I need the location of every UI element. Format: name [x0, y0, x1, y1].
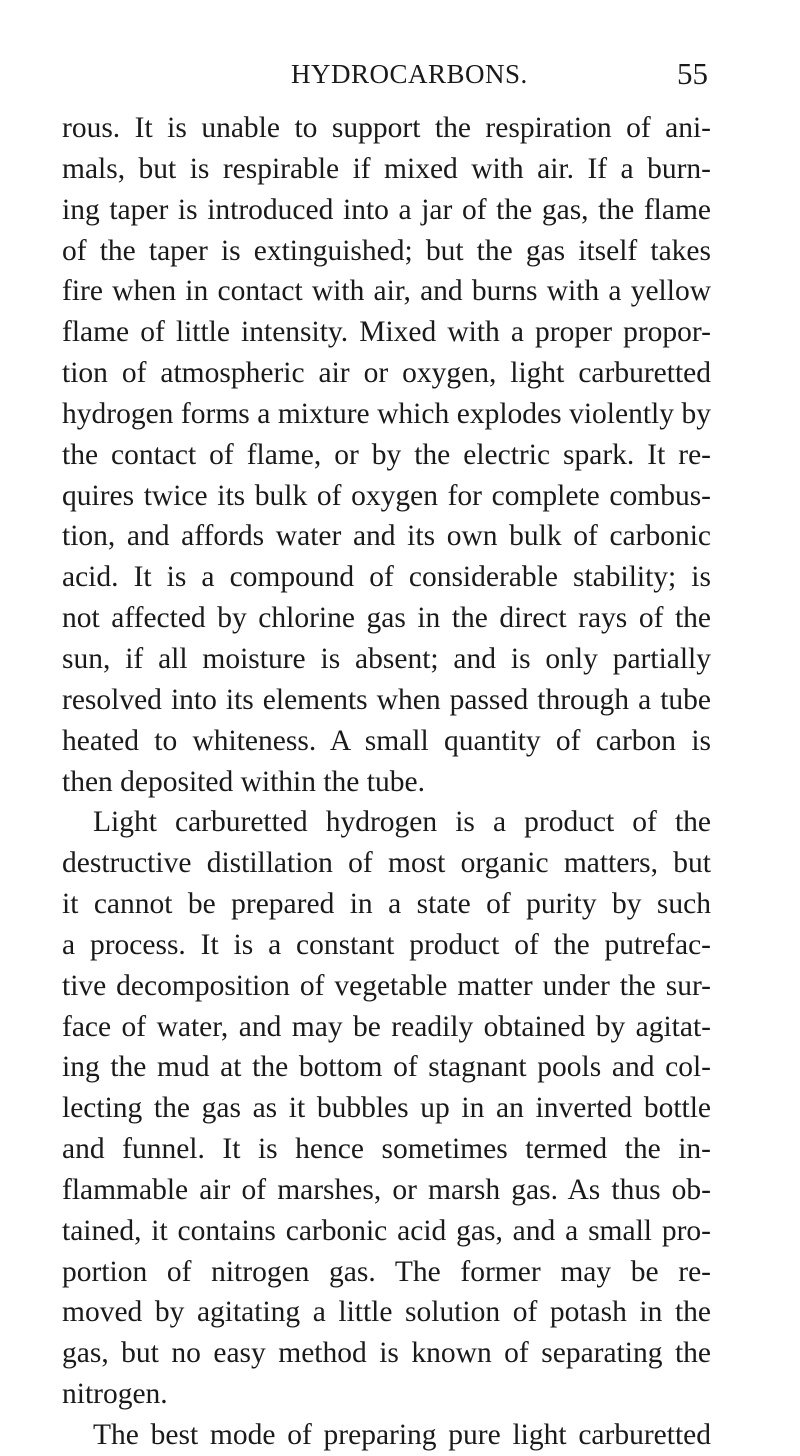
text-line: lecting the gas as it bubbles up in an inverted bottle [62, 1092, 711, 1125]
text-line: tion of atmospheric air or oxygen, light carburetted [62, 357, 711, 390]
text-line: resolved into its elements when passed through a tube [62, 683, 711, 716]
text-line: heated to whiteness. A small quantity of carbon is [62, 724, 711, 757]
text-line: tive decomposition of vegetable matter under the sur- [62, 969, 711, 1002]
text-line: ing taper is introduced into a jar of the gas, the flame [62, 193, 711, 226]
text-line: then deposited within the tube. [62, 765, 425, 798]
running-title: HYDROCARBONS. [291, 59, 528, 89]
text-line: and funnel. It is hence sometimes termed the in- [62, 1133, 711, 1166]
text-line: gas, but no easy method is known of separating the [62, 1337, 711, 1370]
text-line: Light carburetted hydrogen is a product of the [93, 806, 711, 839]
text-line: fire when in contact with air, and burns with a yellow [62, 275, 711, 308]
text-line: portion of nitrogen gas. The former may be re- [62, 1255, 711, 1288]
text-line: The best mode of preparing pure light carburetted [93, 1419, 711, 1451]
text-line: sun, if all moisture is absent; and is only partially [62, 642, 711, 675]
text-line: it cannot be prepared in a state of purity by such [62, 888, 711, 921]
text-line: not affected by chlorine gas in the direct rays of the [62, 602, 711, 635]
text-line: of the taper is extinguished; but the gas itself takes [62, 234, 711, 267]
text-line: tion, and affords water and its own bulk of carbonic [62, 520, 711, 553]
text-line: the contact of flame, or by the electric spark. It re- [62, 438, 711, 471]
body-text [62, 108, 711, 1456]
text-line: tained, it contains carbonic acid gas, and a small pro- [62, 1214, 711, 1247]
text-line: quires twice its bulk of oxygen for complete combus- [62, 479, 711, 512]
text-line: flame of little intensity. Mixed with a proper propor- [62, 316, 711, 349]
text-line: nitrogen. [62, 1378, 168, 1411]
text-line: flammable air of marshes, or marsh gas. As thus ob- [62, 1173, 711, 1206]
running-head [0, 54, 800, 94]
text-line: hydrogen forms a mixture which explodes violently by [62, 397, 711, 430]
text-line: ing the mud at the bottom of stagnant pools and col- [62, 1051, 711, 1084]
text-line: a process. It is a constant product of the putrefac- [62, 928, 711, 961]
text-line: destructive distillation of most organic matters, but [62, 847, 711, 880]
page-number: 55 [677, 56, 708, 91]
text-line: moved by agitating a little solution of potash in the [62, 1296, 711, 1329]
text-line: rous. It is unable to support the respiration of ani- [62, 112, 711, 144]
text-line: mals, but is respirable if mixed with air. If a burn- [62, 152, 711, 185]
text-line: face of water, and may be readily obtained by agitat- [62, 1010, 711, 1043]
text-line: acid. It is a compound of considerable stability; is [62, 561, 711, 594]
